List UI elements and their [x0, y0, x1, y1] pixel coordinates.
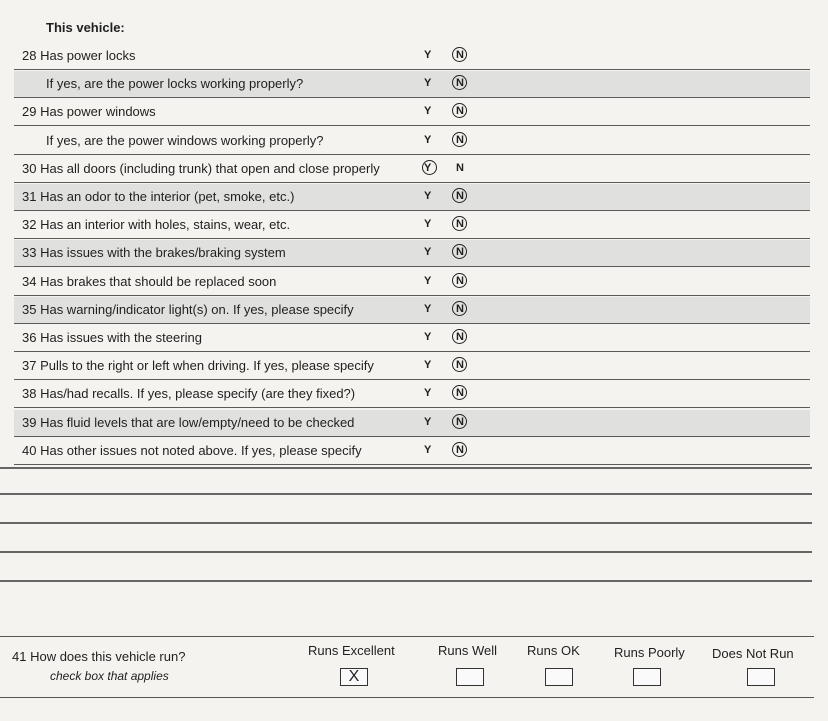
yes-option[interactable]: Y: [424, 387, 432, 400]
question-label: If yes, are the power windows working properly?: [46, 132, 324, 148]
question-row: [14, 410, 810, 437]
question-label: 31 Has an odor to the interior (pet, smoke, etc.): [22, 189, 295, 204]
yes-option[interactable]: Y: [424, 359, 432, 372]
option-runs-well-checkbox[interactable]: [456, 668, 484, 686]
yes-option[interactable]: Y: [424, 331, 432, 343]
question-row: [14, 212, 810, 239]
answer-circle-mark: [452, 329, 467, 344]
no-option[interactable]: N: [454, 387, 466, 399]
question-row: [14, 71, 810, 98]
yes-option[interactable]: Y: [424, 443, 432, 456]
no-option[interactable]: N: [454, 246, 466, 258]
answer-circle-mark: [452, 301, 467, 316]
option-does-not-run-checkbox[interactable]: [747, 668, 775, 686]
question-label: 39 Has fluid levels that are low/empty/need to be checked: [22, 414, 355, 430]
option-runs-excellent-label: Runs Excellent: [308, 643, 395, 658]
option-runs-well-label: Runs Well: [438, 643, 498, 658]
question-row: [14, 43, 810, 70]
yes-option[interactable]: Y: [424, 190, 432, 202]
answer-circle-mark: [452, 188, 467, 203]
answer-circle-mark: [452, 244, 467, 259]
question-label: 35 Has warning/indicator light(s) on. If yes, please specify: [22, 301, 354, 317]
question-row: [14, 156, 810, 183]
blank-line[interactable]: [0, 551, 812, 553]
question-row: [14, 297, 810, 324]
question-label: 34 Has brakes that should be replaced soon: [22, 273, 277, 289]
answer-circle-mark: [452, 385, 467, 400]
question-row: [14, 353, 810, 380]
yes-option[interactable]: Y: [424, 77, 432, 90]
form-heading: This vehicle:: [46, 20, 125, 35]
question-label: 30 Has all doors (including trunk) that open and close properly: [22, 160, 380, 176]
question-row: [14, 99, 810, 126]
answer-circle-mark: [452, 216, 467, 231]
yes-option[interactable]: Y: [424, 302, 432, 315]
option-runs-excellent-checkbox[interactable]: X: [340, 668, 368, 686]
question-row: [14, 381, 810, 408]
yes-option[interactable]: Y: [424, 105, 432, 118]
question-label: 32 Has an interior with holes, stains, wear, etc.: [22, 217, 291, 233]
no-option[interactable]: N: [454, 416, 466, 428]
no-option[interactable]: N: [454, 359, 466, 371]
no-option[interactable]: N: [456, 161, 464, 174]
answer-circle-mark: [452, 132, 467, 147]
question-row: [14, 325, 810, 352]
yes-option[interactable]: Y: [424, 246, 432, 259]
no-option[interactable]: N: [454, 331, 466, 343]
answer-circle-mark: [452, 47, 467, 62]
answer-circle-mark: [452, 414, 467, 429]
yes-option[interactable]: Y: [424, 133, 432, 146]
question-label: If yes, are the power locks working properly?: [46, 76, 304, 92]
run-question-label: 41 How does this vehicle run?: [12, 649, 186, 664]
option-runs-ok-checkbox[interactable]: [545, 668, 573, 686]
question-label: 40 Has other issues not noted above. If yes, please specify: [22, 442, 362, 458]
yes-option[interactable]: Y: [424, 218, 432, 231]
no-option[interactable]: N: [454, 134, 466, 146]
blank-line[interactable]: [0, 580, 812, 582]
blank-line[interactable]: [0, 522, 812, 524]
option-runs-poorly-label: Runs Poorly: [614, 645, 685, 660]
answer-circle-mark: [452, 442, 467, 457]
no-option[interactable]: N: [454, 105, 466, 117]
yes-option[interactable]: Y: [424, 274, 432, 287]
option-runs-poorly-checkbox[interactable]: [633, 668, 661, 686]
answer-circle-mark: [452, 103, 467, 118]
yes-option[interactable]: Y: [424, 162, 431, 174]
question-row: [14, 438, 810, 465]
question-row: [14, 128, 810, 155]
no-option[interactable]: N: [454, 218, 466, 230]
blank-line[interactable]: [0, 493, 812, 495]
yes-option[interactable]: Y: [424, 415, 432, 428]
no-option[interactable]: N: [454, 77, 466, 89]
question-row: [14, 184, 810, 211]
question-label: 38 Has/had recalls. If yes, please specify (are they fixed?): [22, 386, 356, 402]
no-option[interactable]: N: [454, 444, 466, 456]
blank-line[interactable]: [0, 467, 812, 469]
question-label: 36 Has issues with the steering: [22, 330, 202, 345]
answer-circle-mark: [452, 357, 467, 372]
question-label: 37 Pulls to the right or left when driving. If yes, please specify: [22, 358, 374, 374]
question-row: [14, 269, 810, 296]
yes-option[interactable]: Y: [424, 49, 432, 61]
run-condition-question: [0, 636, 814, 698]
option-runs-ok-label: Runs OK: [527, 643, 580, 658]
answer-circle-mark: [422, 160, 437, 175]
question-label: 28 Has power locks: [22, 48, 136, 63]
option-does-not-run-label: Does Not Run: [712, 646, 794, 661]
question-row: [14, 240, 810, 267]
no-option[interactable]: N: [454, 303, 466, 315]
answer-circle-mark: [452, 273, 467, 288]
no-option[interactable]: N: [454, 49, 466, 61]
no-option[interactable]: N: [454, 190, 466, 202]
run-question-hint: check box that applies: [50, 669, 169, 683]
question-label: 33 Has issues with the brakes/braking system: [22, 245, 286, 261]
answer-circle-mark: [452, 75, 467, 90]
no-option[interactable]: N: [454, 275, 466, 287]
question-label: 29 Has power windows: [22, 104, 156, 120]
